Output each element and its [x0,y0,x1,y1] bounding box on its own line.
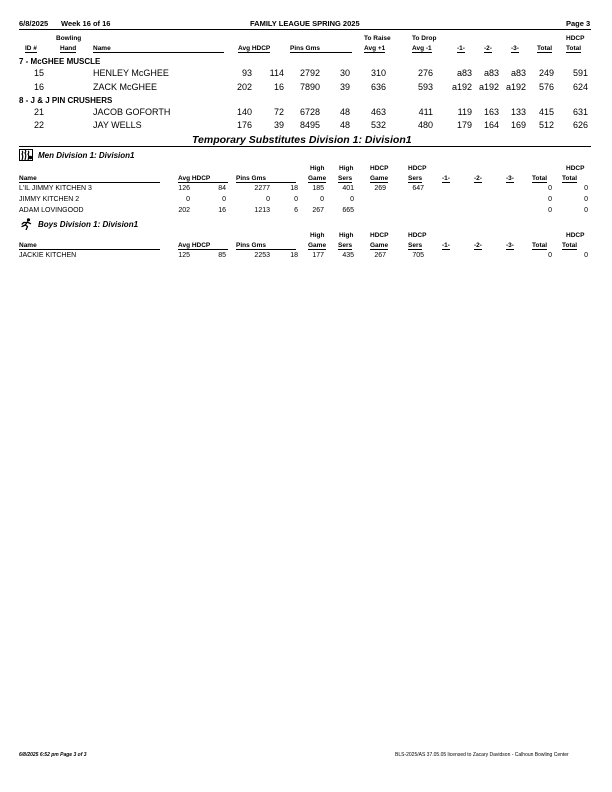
player-pins: 8495 [299,120,320,130]
col-hdcp-game: Game [370,175,389,182]
player-game-1: a83 [456,68,472,78]
player-game-2: 163 [483,107,499,117]
col-hdcp-sers: Sers [408,175,423,182]
player-pins: 6728 [299,107,320,117]
player-total: 576 [538,82,554,92]
table-row [0,82,612,94]
table-row [0,120,612,132]
col-avg-hdcp: Avg HDCP [178,242,228,250]
player-avg: 176 [236,120,252,130]
col-to-raise-top: To Raise [364,35,391,42]
sub-high-sers: 401 [342,185,354,192]
player-avg: 140 [236,107,252,117]
player-pins: 2792 [299,68,320,78]
sub-pins: 2253 [254,252,270,259]
sub-total: 0 [548,252,552,259]
player-id: 15 [34,68,45,78]
col-name: Name [19,175,160,183]
player-to-drop: 411 [418,107,433,117]
col-to-drop: Avg -1 [412,45,432,52]
player-name: HENLEY McGHEE [93,68,169,78]
player-to-raise: 310 [370,68,386,78]
sub-hdcp-sers: 647 [412,185,424,192]
sub-hdcp: 0 [222,196,226,203]
bowling-pins-icon [19,149,33,161]
sub-games: 6 [294,207,298,214]
sub-high-sers: 665 [342,207,354,214]
sub-high-game: 0 [320,196,324,203]
sub-avg: 125 [178,252,190,259]
col-game-3: -3- [506,242,514,249]
col-high-sers-top: High [339,165,354,172]
sub-high-sers: 0 [350,196,354,203]
footer-license: BLS-2025/AS 37.05.05 licensed to Zacary Davidson - Calhoun Bowling Center [395,752,569,758]
col-name: Name [93,45,224,53]
player-id: 22 [34,120,45,130]
col-high-sers-top: High [339,232,354,239]
player-pins: 7890 [299,82,320,92]
player-game-1: 119 [457,107,472,117]
sub-games: 18 [290,185,298,192]
table-row [0,68,612,80]
sub-pins: 2277 [254,185,270,192]
col-name: Name [19,242,160,250]
sub-hdcp: 16 [218,207,226,214]
col-pins-gms: Pins Gms [236,242,296,250]
player-hdcp-total: 631 [572,107,588,117]
player-game-2: a83 [483,68,499,78]
report-week: Week 16 of 16 [61,19,111,28]
player-game-3: a192 [505,82,526,92]
sub-hdcp-sers: 705 [412,252,424,259]
player-name: JACOB GOFORTH [93,107,171,117]
player-to-raise: 532 [370,120,386,130]
sub-pins: 1213 [254,207,270,214]
player-games: 48 [339,107,350,117]
footer-timestamp: 6/8/2025 6:52 pm Page 3 of 3 [19,752,87,758]
player-to-drop: 480 [417,120,433,130]
substitutes-rule [19,146,591,147]
col-high-game-top: High [310,165,325,172]
sub-games: 18 [290,252,298,259]
col-total: Total [532,175,548,182]
report-date: 6/8/2025 [19,19,49,28]
sub-hdcp-total: 0 [584,185,588,192]
col-hdcp-sers-top: HDCP [408,165,427,172]
col-game-3: -3- [506,175,514,182]
col-bowling: Bowling [56,35,82,42]
col-id: ID # [25,45,37,52]
player-games: 48 [339,120,350,130]
team-title: 8 - J & J PIN CRUSHERS [19,96,113,105]
col-hdcp-sers-top: HDCP [408,232,427,239]
table-row [0,185,612,195]
player-hdcp: 114 [269,68,284,78]
col-to-raise: Avg +1 [364,45,386,52]
table-row [0,252,612,262]
col-hdcp-game: Game [370,242,389,249]
sub-hdcp: 84 [218,185,226,192]
substitutes-title: Temporary Substitutes Division 1: Division1 [192,134,412,146]
player-total: 249 [538,68,554,78]
col-hdcp-total: Total [562,175,578,182]
header-rule [19,29,591,30]
player-game-1: 179 [456,120,472,130]
col-hdcp-game-top: HDCP [370,232,389,239]
player-hdcp-total: 591 [572,68,588,78]
player-hdcp-total: 626 [572,120,588,130]
col-high-sers: Sers [338,175,353,182]
player-to-drop: 593 [417,82,433,92]
sub-high-sers: 435 [342,252,354,259]
table-row [0,107,612,119]
player-games: 30 [339,68,350,78]
player-name: JAY WELLS [93,120,142,130]
col-hdcp-total-top: HDCP [566,165,585,172]
league-title: FAMILY LEAGUE SPRING 2025 [250,19,360,28]
col-game-3: -3- [511,45,519,52]
team-title: 7 - McGHEE MUSCLE [19,57,101,66]
player-game-2: a192 [478,82,499,92]
player-game-1: a192 [451,82,472,92]
player-hdcp: 39 [273,120,284,130]
col-high-game: Game [308,175,327,182]
sub-avg: 0 [186,196,190,203]
sub-high-game: 177 [312,252,324,259]
sub-hdcp-game: 269 [374,185,386,192]
col-total: Total [537,45,553,52]
player-game-3: 169 [510,120,526,130]
col-game-1: -1- [442,175,450,182]
col-high-game-top: High [310,232,325,239]
sub-games: 0 [294,196,298,203]
runner-icon [19,218,33,230]
col-hdcp-total: Total [562,242,578,249]
sub-hdcp: 85 [218,252,226,259]
sub-high-game: 267 [312,207,324,214]
col-game-2: -2- [484,45,492,52]
col-hdcp-total-top: HDCP [566,232,585,239]
sub-pins: 0 [266,196,270,203]
group-title: Men Division 1: Division1 [38,151,135,160]
col-high-sers: Sers [338,242,353,249]
col-hdcp-top: HDCP [566,35,585,42]
sub-avg: 202 [178,207,190,214]
player-hdcp-total: 624 [572,82,588,92]
player-hdcp: 72 [273,107,284,117]
col-game-2: -2- [474,175,482,182]
player-id: 21 [34,107,45,117]
player-to-raise: 636 [370,82,386,92]
sub-total: 0 [548,207,552,214]
group-title: Boys Division 1: Division1 [38,220,139,229]
player-games: 39 [339,82,350,92]
player-to-drop: 276 [417,68,433,78]
col-game-1: -1- [457,45,465,52]
col-hdcp-game-top: HDCP [370,165,389,172]
col-pins-gms: Pins Gms [236,175,296,183]
sub-hdcp-total: 0 [584,196,588,203]
sub-total: 0 [548,196,552,203]
player-avg: 202 [236,82,252,92]
player-to-raise: 463 [370,107,386,117]
sub-total: 0 [548,185,552,192]
col-game-2: -2- [474,242,482,249]
player-hdcp: 16 [273,82,284,92]
player-game-3: 133 [510,107,526,117]
sub-hdcp-total: 0 [584,207,588,214]
sub-hdcp-game: 267 [374,252,386,259]
col-pins-gms: Pins Gms [290,45,352,53]
col-to-drop-top: To Drop [412,35,437,42]
player-game-3: a83 [510,68,526,78]
sub-name: L'IL JIMMY KITCHEN 3 [19,185,92,192]
player-game-2: 164 [483,120,499,130]
sub-name: JIMMY KITCHEN 2 [19,196,80,203]
sub-name: JACKIE KITCHEN [19,252,77,259]
player-name: ZACK McGHEE [93,82,158,92]
table-row [0,207,612,217]
player-avg: 93 [241,68,252,78]
col-high-game: Game [308,242,327,249]
player-total: 512 [538,120,554,130]
col-avg-hdcp: Avg HDCP [178,175,228,183]
page-number: Page 3 [566,19,591,28]
sub-high-game: 185 [312,185,324,192]
col-hdcp-total: Total [566,45,582,52]
sub-avg: 126 [178,185,190,192]
table-row [0,196,612,206]
col-avg-hdcp: Avg HDCP [238,45,271,52]
col-game-1: -1- [442,242,450,249]
player-id: 16 [34,82,45,92]
col-total: Total [532,242,548,249]
sub-name: ADAM LOVINGOOD [19,207,84,214]
player-total: 415 [538,107,554,117]
col-hand: Hand [60,45,77,52]
sub-hdcp-total: 0 [584,252,588,259]
col-hdcp-sers: Sers [408,242,423,249]
